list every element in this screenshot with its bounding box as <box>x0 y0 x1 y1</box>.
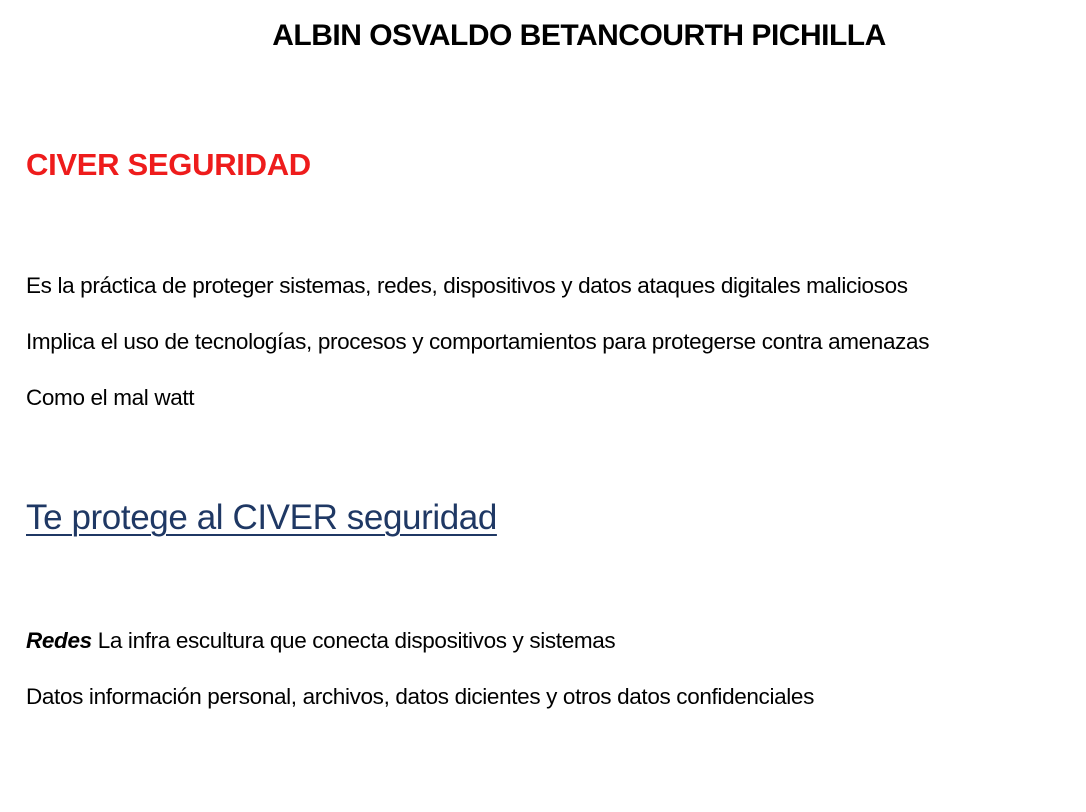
section-heading: CIVER SEGURIDAD <box>26 147 311 182</box>
definition-text: Datos información personal, archivos, datos dicientes y otros datos confidenciales <box>26 684 814 709</box>
definition-text: La infra escultura que conecta dispositivos y sistemas <box>91 628 616 653</box>
definition-term: Redes <box>26 628 92 653</box>
paragraph-definition: Es la práctica de proteger sistemas, redes, dispositivos y datos ataques digitales maliciosos <box>26 273 908 298</box>
paragraph-implication: Implica el uso de tecnologías, procesos y comportamientos para protegerse contra amenazas <box>26 329 930 354</box>
author-name: ALBIN OSVALDO BETANCOURTH PICHILLA <box>272 19 886 52</box>
paragraph-example: Como el mal watt <box>26 385 195 410</box>
definition-item-redes <box>26 628 615 654</box>
section-subheading: Te protege al CIVER seguridad <box>26 498 497 537</box>
definition-item-datos <box>26 684 814 710</box>
